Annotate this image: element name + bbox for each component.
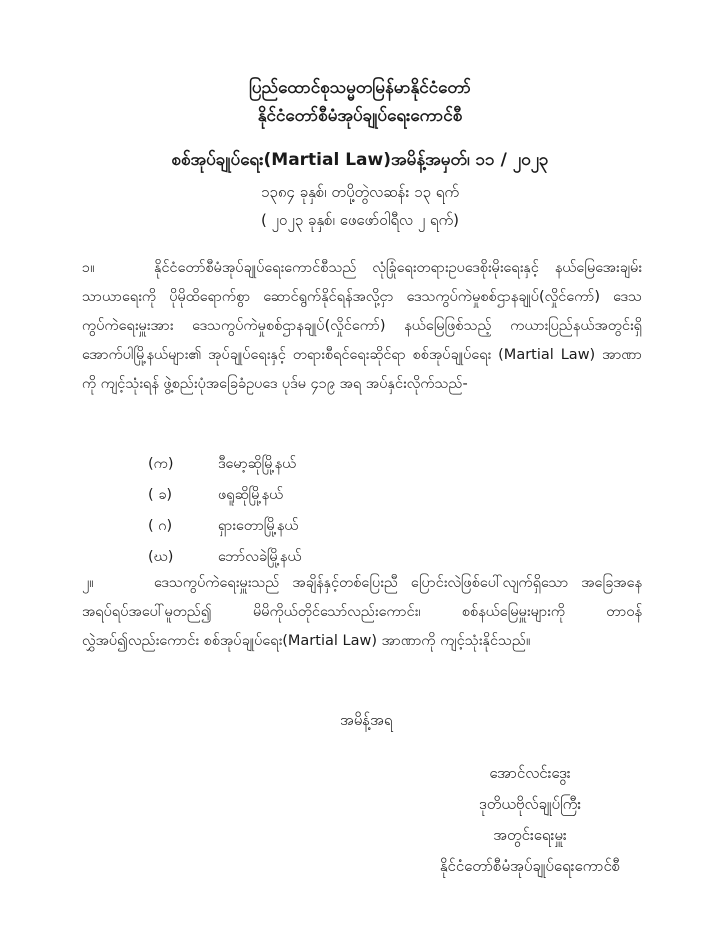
list-item-mark: ( ခ) <box>148 487 173 503</box>
header-council: နိုင်ငံတော်စီမံအုပ်ချုပ်ရေးကောင်စီ <box>257 106 463 126</box>
township-list <box>148 449 302 573</box>
list-item <box>148 511 302 542</box>
header-country: ပြည်ထောင်စုသမ္မတမြန်မာနိုင်ငံတော် <box>249 78 471 98</box>
by-order: အမိန့်အရ <box>340 711 393 729</box>
list-item-mark: ( ဂ) <box>148 518 173 534</box>
paragraph-2 <box>82 569 642 656</box>
list-item <box>148 480 302 511</box>
list-item-name: ရှားတောမြို့နယ် <box>218 518 299 534</box>
date-myanmar: ၁၃၈၄ ခုနှစ်၊ တပို့တွဲလဆန်း ၁၃ ရက် <box>260 183 460 201</box>
list-item-name: ဘော်လခဲမြို့နယ် <box>218 549 302 565</box>
signatory-org: နိုင်ငံတော်စီမံအုပ်ချုပ်ရေးကောင်စီ <box>439 857 621 875</box>
list-item-mark: (ဃ) <box>148 549 174 565</box>
date-gregorian: ( ၂၀၂၃ ခုနှစ်၊ ဖေဖော်ဝါရီလ ၂ ရက်) <box>260 211 460 229</box>
signatory-rank: ဒုတိယဗိုလ်ချုပ်ကြီး <box>478 795 582 813</box>
list-item-name: ဖရူဆိုမြို့နယ် <box>218 487 284 503</box>
signature-block <box>400 758 660 882</box>
list-item-name: ဒီမော့ဆိုမြို့နယ် <box>218 456 297 472</box>
list-item-mark: (က) <box>148 456 174 472</box>
signatory-title: အတွင်းရေးမှူး <box>493 826 567 844</box>
signatory-name: အောင်လင်းဒွေး <box>489 764 571 782</box>
order-dates <box>0 178 720 234</box>
paragraph-2-text: ဒေသကွပ်ကဲရေးမှူးသည် အချိန်နှင့်တစ်ပြေးညီ ပြောင်းလဲဖြစ်ပေါ်လျက်ရှိသော အခြေအနေ အရပ်ရပ်အပေါ်မူတည်၍ မိမိကိုယ်တိုင်သော်လည်းကောင်း၊ စစ်နယ်မြေမှူးများကို တာဝန်လွှဲအပ်၍လည်းကောင်း စစ်အုပ်ချုပ်ရေး(Martial Law) အာဏာကို ကျင့်သုံးနိုင်သည်။ <box>82 575 642 649</box>
paragraph-1-text: နိုင်ငံတော်စီမံအုပ်ချုပ်ရေးကောင်စီသည် လုံခြုံရေးတရားဥပဒေစိုးမိုးရေးနှင့် နယ်မြေအေးချမ်းသာယာရေးကို ပိုမိုထိရောက်စွာ ဆောင်ရွက်နိုင်ရန်အလို့ငှာ ဒေသကွပ်ကဲမှုစစ်ဌာနချုပ်(လှိုင်ကော်) ဒေသကွပ်ကဲရေးမှူးအား ဒေသကွပ်ကဲမှုစစ်ဌာနချုပ်(လှိုင်ကော်) နယ်မြေဖြစ်သည့် ကယားပြည်နယ်အတွင်းရှိ အောက်ပါမြို့နယ်များ၏ အုပ်ချုပ်ရေးနှင့် တရားစီရင်ရေးဆိုင်ရာ စစ်အုပ်ချုပ်ရေး (Martial Law) အာဏာကို ကျင့်သုံးရန် ဖွဲ့စည်းပုံအခြေခံဥပဒေ ပုဒ်မ ၄၁၉ အရ အပ်နှင်းလိုက်သည်- <box>82 260 642 392</box>
list-item <box>148 449 302 480</box>
paragraph-1 <box>82 254 642 399</box>
paragraph-1-number: ၁။ <box>82 260 95 276</box>
document-header <box>0 74 720 130</box>
paragraph-2-number: ၂။ <box>82 575 94 591</box>
order-title: စစ်အုပ်ချုပ်ရေး(Martial Law)အမိန့်အမှတ်၊ ၁၁ / ၂၀၂၃ <box>171 150 549 170</box>
